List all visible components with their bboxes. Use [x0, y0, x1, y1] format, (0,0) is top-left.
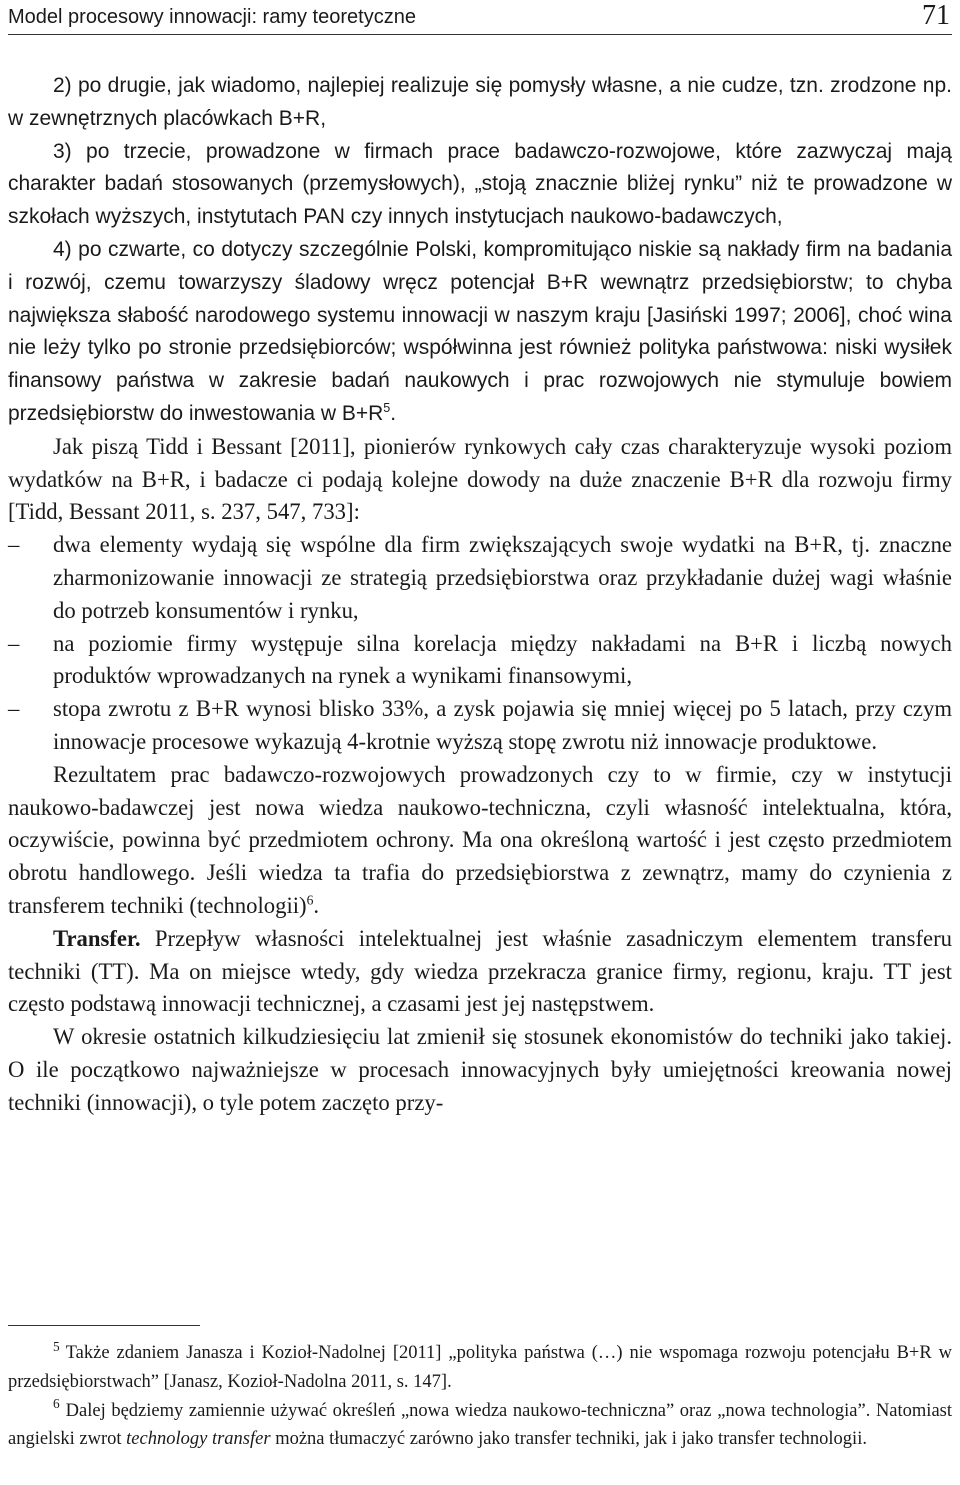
dash-marker: –	[8, 532, 20, 558]
footnote-text: Także zdaniem Janasza i Kozioł-Nadolnej [2011] „polityka państwa (…) nie wspomaga rozwoju potencjału B+R w przedsiębiorstwach” [Janasz, Kozioł-Nadolna 2011, s. 147].	[8, 1343, 952, 1392]
page-number: 71	[922, 0, 950, 31]
paragraph-okres: W okresie ostatnich kilkudziesięciu lat zmienił się stosunek ekonomistów do techniki jako takiej. O ile początkowo najważniejsze w procesach innowacyjnych były umiejętności kreowania nowej techniki (innowacji), o tyle potem zaczęto przy-	[8, 1024, 952, 1115]
list-item	[8, 529, 952, 627]
list-item	[8, 628, 952, 694]
page-header	[8, 0, 952, 35]
paragraph-rezultat-end: .	[313, 892, 320, 918]
dash-marker: –	[8, 630, 20, 656]
list-item-4-end: .	[390, 401, 397, 425]
list-item-3: 3) po trzecie, prowadzone w firmach prace badawczo-rozwojowe, które zazwyczaj mają charakter badań stosowanych (przemysłowych), „stoją znacznie bliżej rynku” niż te prowadzone w szkołach wyższych, instytutach PAN czy innych instytucjach naukowo-badawczych,	[8, 139, 952, 229]
paragraph-transfer	[8, 923, 952, 1021]
list-item-text: stopa zwrotu z B+R wynosi blisko 33%, a zysk pojawia się mniej więcej po 5 latach, przy czym innowacje procesowe wykazują 4-krotnie wyższą stopę zwrotu niż innowacje produktowe.	[53, 696, 952, 754]
footnote-ref-5[interactable]: 5	[383, 400, 391, 415]
dash-marker: –	[8, 696, 20, 722]
list-item-text: na poziomie firmy występuje silna korelacja między nakładami na B+R i liczbą nowych produktów wprowadzanych na rynek a wynikami finansowymi,	[53, 630, 952, 689]
transfer-heading: Transfer.	[53, 925, 141, 951]
footnote-number: 6	[53, 1396, 60, 1412]
running-title: Model procesowy innowacji: ramy teoretyczne	[8, 6, 416, 28]
main-text	[8, 70, 952, 1120]
list-item	[8, 693, 952, 759]
footnote-italic-term: technology transfer	[126, 1429, 271, 1450]
paragraph-tidd-bessant: Jak piszą Tidd i Bessant [2011], pionierów rynkowych cały czas charakteryzuje wysoki poziom wydatków na B+R, i badacze ci podają kolejne dowody na duże znaczenie B+R dla rozwoju firmy [Tidd, Bessant 2011, s. 237, 547, 733]:	[8, 433, 952, 525]
paragraph-rezultat-text: Rezultatem prac badawczo-rozwojowych prowadzonych czy to w firmie, czy w instytucji naukowo-badawczej jest nowa wiedza naukowo-techniczna, czyli własność intelektualna, która, oczywiście, powinna być przedmiotem ochrony. Ma ona określoną wartość i jest często przedmiotem obrotu handlowego. Jeśli wiedza ta trafia do przedsiębiorstwa z zewnątrz, mamy do czynienia z transferem techniki (technologii)	[8, 761, 952, 918]
list-item-4	[8, 234, 952, 431]
list-item-2: 2) po drugie, jak wiadomo, najlepiej realizuje się pomysły własne, a nie cudze, tzn. zrodzone np. w zewnętrznych placówkach B+R,	[8, 74, 952, 130]
list-item-text: dwa elementy wydają się wspólne dla firm zwiększających swoje wydatki na B+R, tj. znaczne zharmonizowanie innowacji ze strategią przedsiębiorstwa oraz przykładanie dużej wagi właśnie do potrzeb konsumentów i rynku,	[53, 532, 952, 623]
footnote-number: 5	[53, 1338, 60, 1354]
list-item-4-text: 4) po czwarte, co dotyczy szczególnie Polski, kompromitująco niskie są nakłady firm na badania i rozwój, czemu towarzyszy śladowy wręcz potencjał B+R wewnątrz przedsiębiorstw; to chyba największa słabość narodowego systemu innowacji w naszym kraju [Jasiński 1997; 2006], choć wina nie leży tylko po stronie przedsiębiorców; współwinna jest również polityka państwowa: niski wysiłek finansowy państwa w zakresie badań naukowych i prac rozwojowych nie stymuluje bowiem przedsiębiorstw do inwestowania w B+R	[8, 237, 952, 425]
footnote-6	[8, 1397, 952, 1455]
footnote-text: Dalej będziemy zamiennie używać określeń „nowa wiedza naukowo-techniczna” oraz „nowa technologia”. Natomiast angielski zwrot	[8, 1400, 952, 1450]
footnote-ref-6[interactable]: 6	[306, 892, 314, 908]
footnotes	[8, 1339, 952, 1454]
transfer-text: Przepływ własności intelektualnej jest właśnie zasadniczym elementem transferu techniki (TT). Ma on miejsce wtedy, gdy wiedza przekracza granice firmy, regionu, kraju. TT jest często podstawą innowacji technicznej, a czasami jest jej następstwem.	[8, 925, 952, 1017]
paragraph-rezultat	[8, 759, 952, 923]
footnote-separator	[8, 1325, 200, 1326]
footnote-text-end: można tłumaczyć zarówno jako transfer techniki, jak i jako transfer technologii.	[270, 1429, 867, 1450]
footnote-5	[8, 1339, 952, 1397]
dash-list	[8, 529, 952, 759]
